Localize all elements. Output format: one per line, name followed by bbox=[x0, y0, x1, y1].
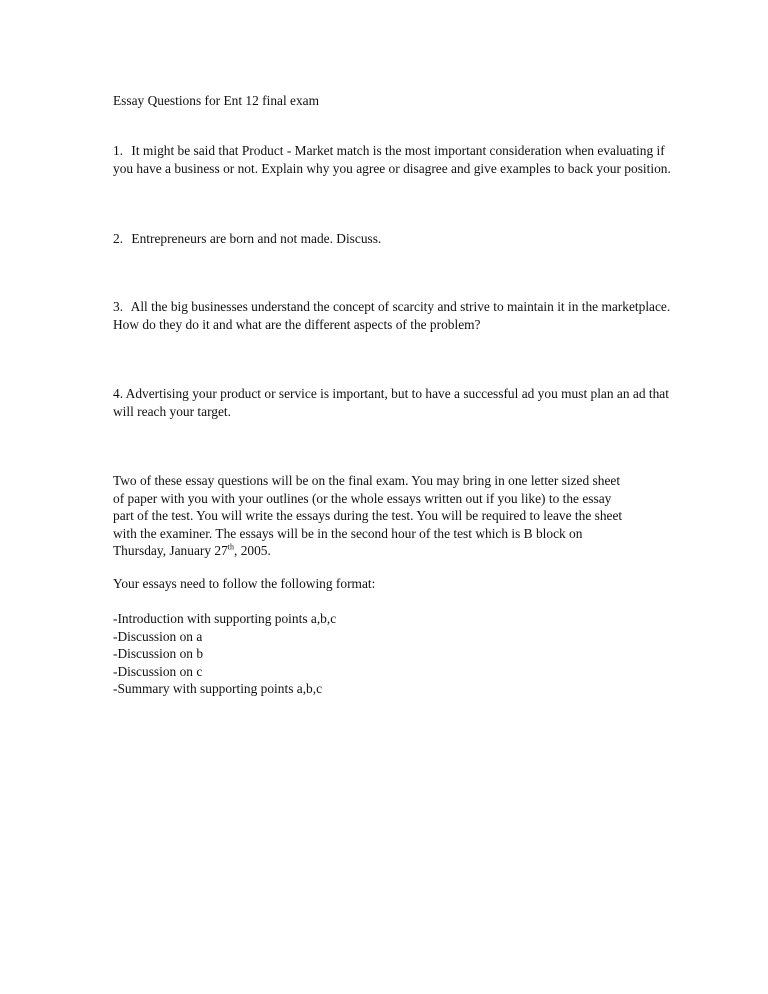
format-list bbox=[113, 610, 673, 698]
question-text: It might be said that Product - Market match is the most important consideration when evaluating if you have a business or not. Explain why you agree or disagree and give examples to back your position. bbox=[113, 143, 671, 176]
question-1 bbox=[113, 142, 673, 177]
format-item: -Discussion on c bbox=[113, 663, 203, 679]
question-number: 2. bbox=[113, 231, 124, 246]
format-item: -Discussion on a bbox=[113, 628, 203, 644]
format-item: -Summary with supporting points a,b,c bbox=[113, 681, 323, 696]
exam-instructions bbox=[113, 472, 633, 560]
document-title: Essay Questions for Ent 12 final exam bbox=[113, 93, 320, 108]
question-text: Advertising your product or service is important, but to have a successful ad you must plan an ad that will reach your target. bbox=[113, 386, 669, 419]
instructions-text: Two of these essay questions will be on the final exam. You may bring in one letter sized sheet of paper with you with your outlines (or the whole essays written out if you like) to the essay part of the test. You will write the essays during the test. You will be required to leave the sheet with the examiner. The essays will be in the second hour of the test which is B block on Thursday, January 27 bbox=[113, 473, 623, 558]
format-item: -Introduction with supporting points a,b,c bbox=[113, 611, 337, 626]
instructions-text-end: , 2005. bbox=[234, 543, 271, 558]
format-intro: Your essays need to follow the following format: bbox=[113, 576, 376, 591]
question-text: Entrepreneurs are born and not made. Discuss. bbox=[131, 231, 382, 246]
question-4 bbox=[113, 385, 673, 420]
question-text: All the big businesses understand the concept of scarcity and strive to maintain it in the marketplace. How do they do it and what are the different aspects of the problem? bbox=[113, 299, 671, 332]
question-3 bbox=[113, 298, 673, 333]
question-number: 1. bbox=[113, 143, 124, 158]
question-number: 3. bbox=[113, 299, 124, 314]
format-item: -Discussion on b bbox=[113, 646, 204, 661]
question-2 bbox=[113, 230, 673, 248]
question-number: 4. bbox=[113, 386, 124, 401]
date-ordinal-suffix: th bbox=[227, 542, 235, 552]
